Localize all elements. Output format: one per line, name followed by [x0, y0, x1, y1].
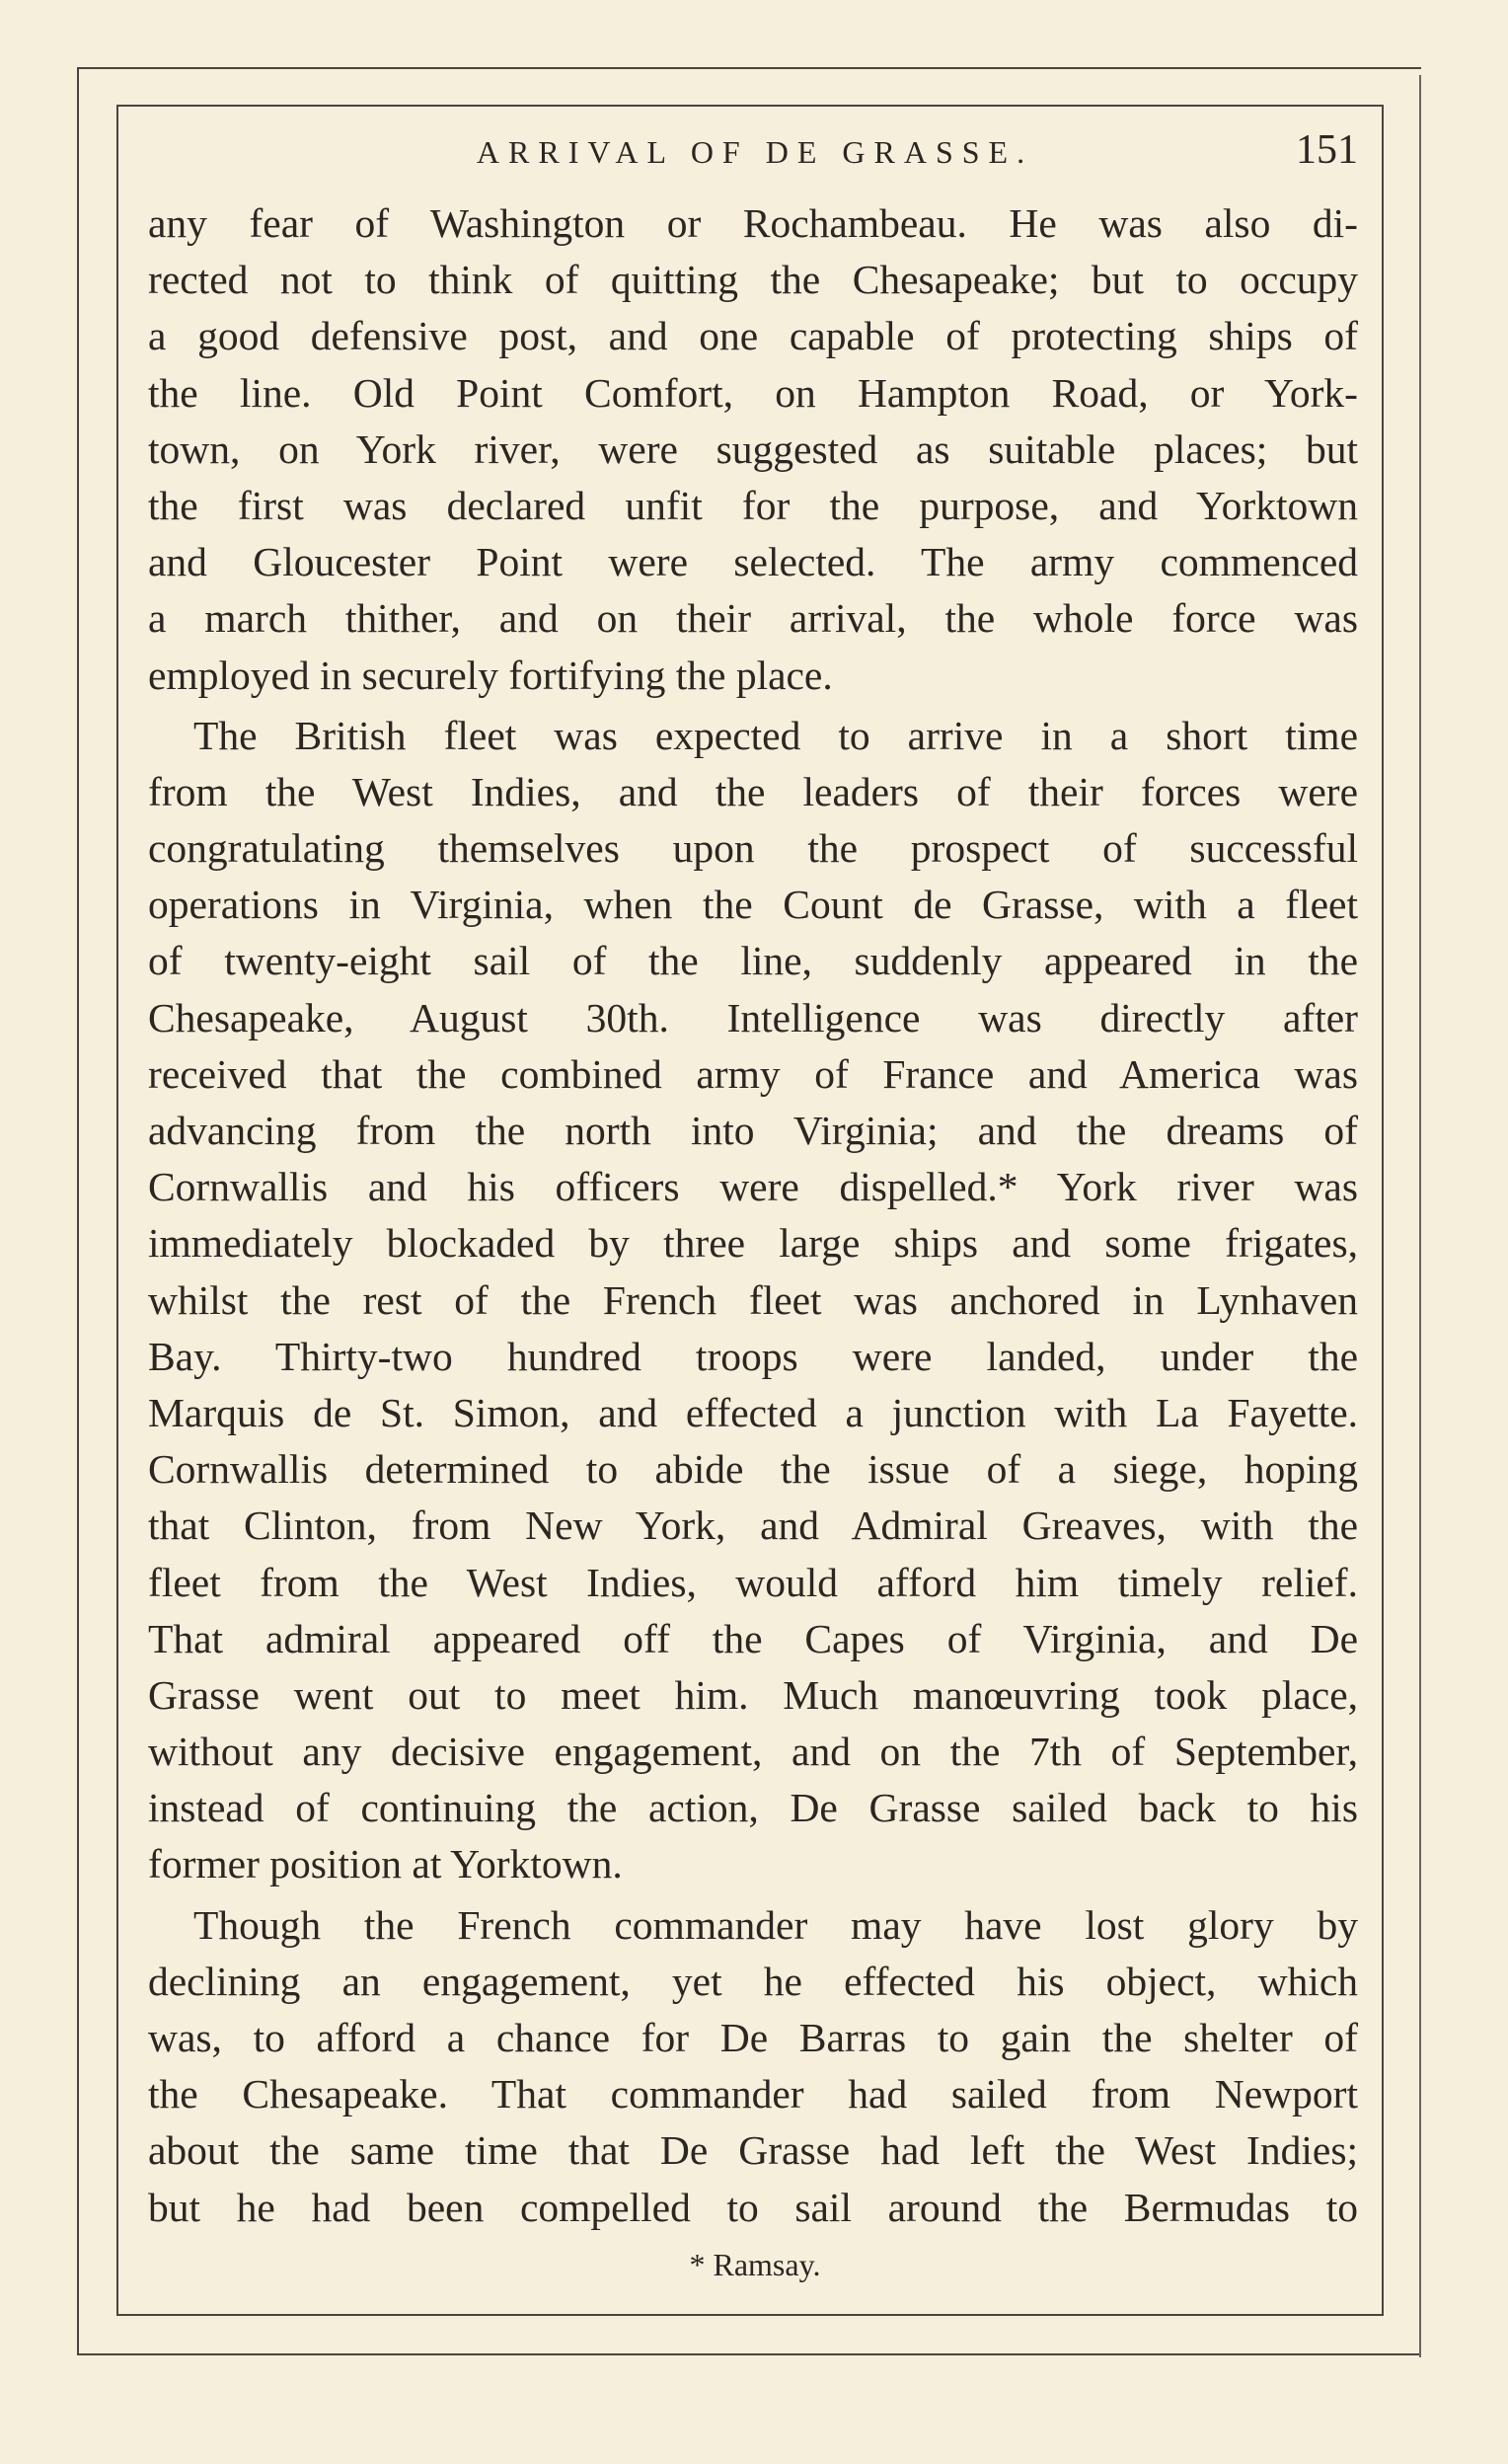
text-line: Chesapeake, August 30th. Intelligence was directly after — [148, 994, 1358, 1040]
paragraph-2 — [148, 708, 1358, 1893]
text-line: Marquis de St. Simon, and effected a junction with La Fayette. — [148, 1389, 1358, 1435]
text-line: employed in securely fortifying the place. — [148, 652, 833, 698]
text-line: That admiral appeared off the Capes of Virginia, and De — [148, 1615, 1358, 1661]
text-line: a march thither, and on their arrival, the whole force was — [148, 595, 1358, 642]
text-line: without any decisive engagement, and on the 7th of September, — [148, 1729, 1358, 1775]
text-line: a good defensive post, and one capable of protecting ships of — [148, 313, 1358, 359]
text-line: instead of continuing the action, De Grasse sailed back to his — [148, 1785, 1358, 1831]
text-line: that Clinton, from New York, and Admiral Greaves, with the — [148, 1502, 1358, 1549]
text-line: congratulating themselves upon the prospect of successful — [148, 825, 1358, 872]
text-line: Cornwallis and his officers were dispelled.* York river was — [148, 1164, 1358, 1210]
text-line: any fear of Washington or Rochambeau. He was also di- — [148, 200, 1358, 246]
text-line: was, to afford a chance for De Barras to gain the shelter of — [148, 2015, 1358, 2060]
text-line: advancing from the north into Virginia; and the dreams of — [148, 1108, 1358, 1153]
text-line: declining an engagement, yet he effected his object, which — [148, 1958, 1358, 2004]
text-line: and Gloucester Point were selected. The army commenced — [148, 539, 1358, 585]
text-line: Though the French commander may have lost glory by — [193, 1901, 1358, 1948]
text-line: Cornwallis determined to abide the issue of a siege, hoping — [148, 1446, 1358, 1493]
text-line: from the West Indies, and the leaders of their forces were — [148, 768, 1358, 814]
body-text — [148, 195, 1358, 2240]
text-line: operations in Virginia, when the Count de Grasse, with a fleet — [148, 882, 1358, 928]
text-line: rected not to think of quitting the Chesapeake; but to occupy — [148, 257, 1358, 303]
text-line: but he had been compelled to sail around the Bermudas to — [148, 2184, 1358, 2230]
paragraph-3 — [148, 1897, 1358, 2236]
text-line: fleet from the West Indies, would afford him timely relief. — [148, 1559, 1358, 1605]
text-line: The British fleet was expected to arrive in a short time — [193, 712, 1358, 758]
text-line: former position at Yorktown. — [148, 1841, 623, 1887]
paragraph-1 — [148, 195, 1358, 704]
text-line: the line. Old Point Comfort, on Hampton Road, or York- — [148, 369, 1358, 416]
page-number: 151 — [1296, 127, 1358, 173]
text-line: the first was declared unfit for the purpose, and Yorktown — [148, 482, 1358, 528]
running-title: ARRIVAL OF DE GRASSE. — [476, 134, 1034, 170]
text-line: immediately blockaded by three large ships and some frigates, — [148, 1220, 1358, 1267]
text-line: Bay. Thirty-two hundred troops were landed, under the — [148, 1333, 1358, 1379]
footnote: * Ramsay. — [689, 2247, 821, 2282]
text-line: the Chesapeake. That commander had sailed from Newport — [148, 2071, 1358, 2118]
text-line: whilst the rest of the French fleet was anchored in Lynhaven — [148, 1276, 1358, 1323]
text-line: Grasse went out to meet him. Much manœuvring took place, — [148, 1671, 1358, 1718]
page-outer-border-right — [1419, 75, 1421, 2357]
text-line: town, on York river, were suggested as suitable places; but — [148, 425, 1358, 472]
text-line: about the same time that De Grasse had left the West Indies; — [148, 2127, 1358, 2174]
page-header — [148, 126, 1362, 186]
text-line: of twenty-eight sail of the line, suddenly appeared in the — [148, 938, 1358, 984]
text-line: received that the combined army of France and America was — [148, 1050, 1358, 1097]
